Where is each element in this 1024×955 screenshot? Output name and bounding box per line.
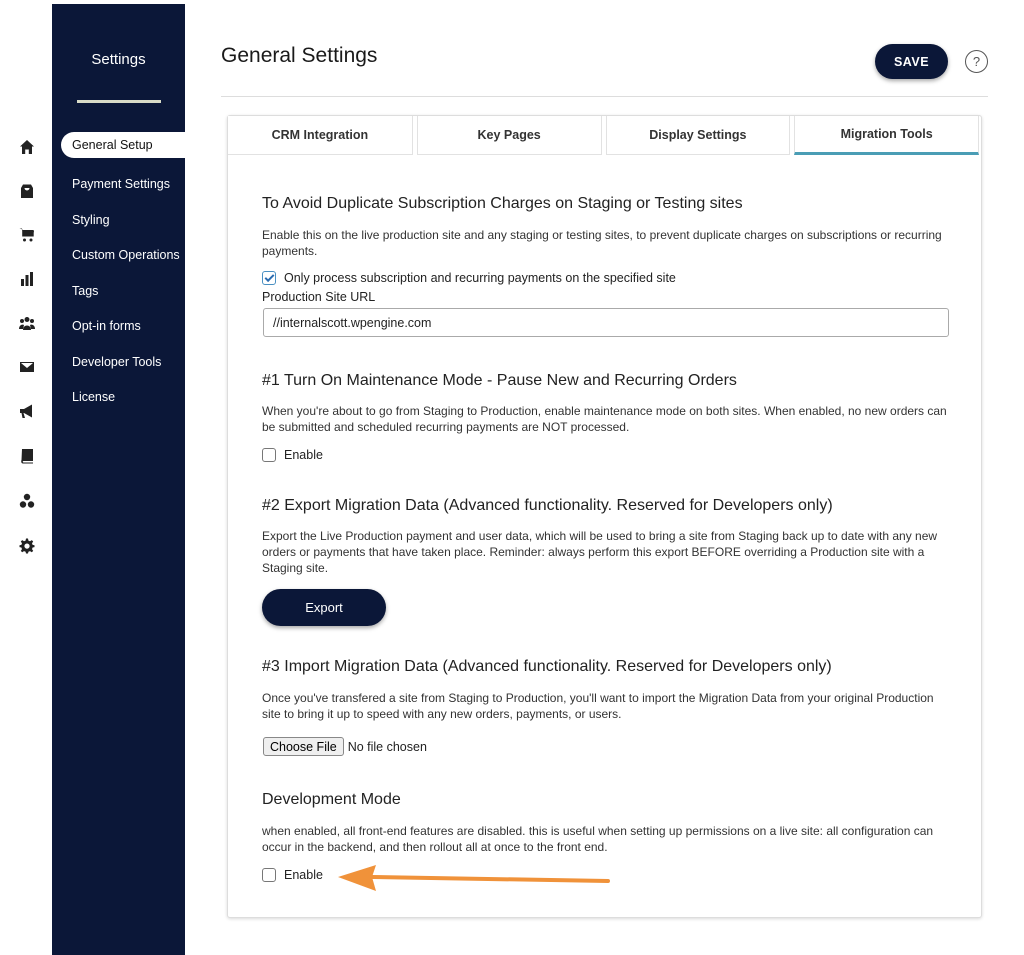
import-migration-heading: #3 Import Migration Data (Advanced functionality. Reserved for Developers only) — [262, 658, 832, 675]
maintenance-enable-label: Enable — [284, 448, 323, 462]
save-button[interactable]: SAVE — [875, 44, 948, 79]
choose-file-button[interactable]: Choose File — [263, 737, 344, 756]
devmode-enable-row[interactable] — [262, 868, 323, 882]
home-icon[interactable] — [17, 137, 37, 157]
import-migration-description: Once you've transfered a site from Staging to Production, you'll want to import the Migration Data from your original Production site to bring it up to speed with any new orders, payments, or users. — [262, 691, 934, 721]
file-status: No file chosen — [347, 739, 427, 754]
maintenance-mode-heading: #1 Turn On Maintenance Mode - Pause New and Recurring Orders — [262, 372, 737, 389]
gear-icon[interactable] — [17, 536, 37, 556]
header-divider — [221, 96, 988, 97]
icon-rail — [0, 0, 52, 955]
specified-site-checkbox-row[interactable] — [262, 271, 676, 285]
devmode-enable-label: Enable — [284, 868, 323, 882]
specified-site-checkbox[interactable] — [262, 271, 276, 285]
tab-key-pages[interactable]: Key Pages — [417, 116, 602, 155]
store-icon[interactable] — [17, 181, 37, 201]
file-upload-row — [263, 737, 427, 756]
development-mode-heading: Development Mode — [262, 791, 401, 808]
sidebar-item-developer-tools[interactable]: Developer Tools — [72, 354, 162, 369]
cart-icon[interactable] — [17, 225, 37, 245]
bar-chart-icon[interactable] — [17, 269, 37, 289]
page-title: General Settings — [221, 44, 378, 67]
sidebar-item-payment-settings[interactable]: Payment Settings — [72, 177, 170, 192]
tab-crm-integration[interactable]: CRM Integration — [228, 116, 413, 155]
specified-site-checkbox-label: Only process subscription and recurring payments on the specified site — [284, 271, 676, 285]
duplicate-charges-heading: To Avoid Duplicate Subscription Charges on Staging or Testing sites — [262, 195, 743, 212]
maintenance-enable-row[interactable] — [262, 448, 323, 462]
maintenance-enable-checkbox[interactable] — [262, 448, 276, 462]
mail-icon[interactable] — [17, 357, 37, 377]
help-icon[interactable]: ? — [965, 50, 988, 73]
sidebar-item-styling[interactable]: Styling — [72, 212, 110, 227]
megaphone-icon[interactable] — [17, 401, 37, 421]
sidebar-nav — [52, 131, 185, 415]
tab-display-settings[interactable]: Display Settings — [606, 116, 791, 155]
export-button[interactable]: Export — [262, 589, 386, 626]
development-mode-description: when enabled, all front-end features are disabled. this is useful when setting up permissions on a live site: all configuration can occur in the backend, and then rollout all at once to the front end. — [262, 824, 934, 854]
sidebar-divider — [77, 100, 161, 103]
production-url-input[interactable] — [263, 308, 949, 337]
tab-migration-tools[interactable]: Migration Tools — [794, 116, 979, 155]
duplicate-charges-description: Enable this on the live production site and any staging or testing sites, to prevent duplicate charges on subscriptions or recurring payments. — [262, 228, 942, 258]
export-migration-heading: #2 Export Migration Data (Advanced functionality. Reserved for Developers only) — [262, 497, 833, 514]
production-url-label: Production Site URL — [262, 290, 376, 304]
users-icon[interactable] — [17, 313, 37, 333]
settings-sidebar — [52, 4, 185, 955]
circles-icon[interactable] — [17, 491, 37, 511]
export-migration-description: Export the Live Production payment and user data, which will be used to bring a site from Staging back up to date with any new orders or payments that have taken place. Reminder: always perform this export BEFORE overriding a Production site with a Staging site. — [262, 529, 938, 575]
annotation-arrow-icon — [336, 864, 612, 896]
settings-card — [227, 115, 982, 918]
sidebar-item-general-setup[interactable]: General Setup — [61, 132, 185, 158]
sidebar-item-license[interactable]: License — [72, 390, 116, 405]
devmode-enable-checkbox[interactable] — [262, 868, 276, 882]
sidebar-title: Settings — [91, 51, 146, 68]
book-icon[interactable] — [17, 446, 37, 466]
maintenance-mode-description: When you're about to go from Staging to Production, enable maintenance mode on both sites. When enabled, no new orders can be submitted and scheduled recurring payments are NOT processed. — [262, 404, 947, 434]
sidebar-item-custom-operations[interactable]: Custom Operations — [72, 248, 180, 263]
sidebar-item-opt-in-forms[interactable]: Opt-in forms — [72, 319, 141, 334]
sidebar-item-tags[interactable]: Tags — [72, 283, 99, 298]
tab-bar — [228, 116, 983, 156]
